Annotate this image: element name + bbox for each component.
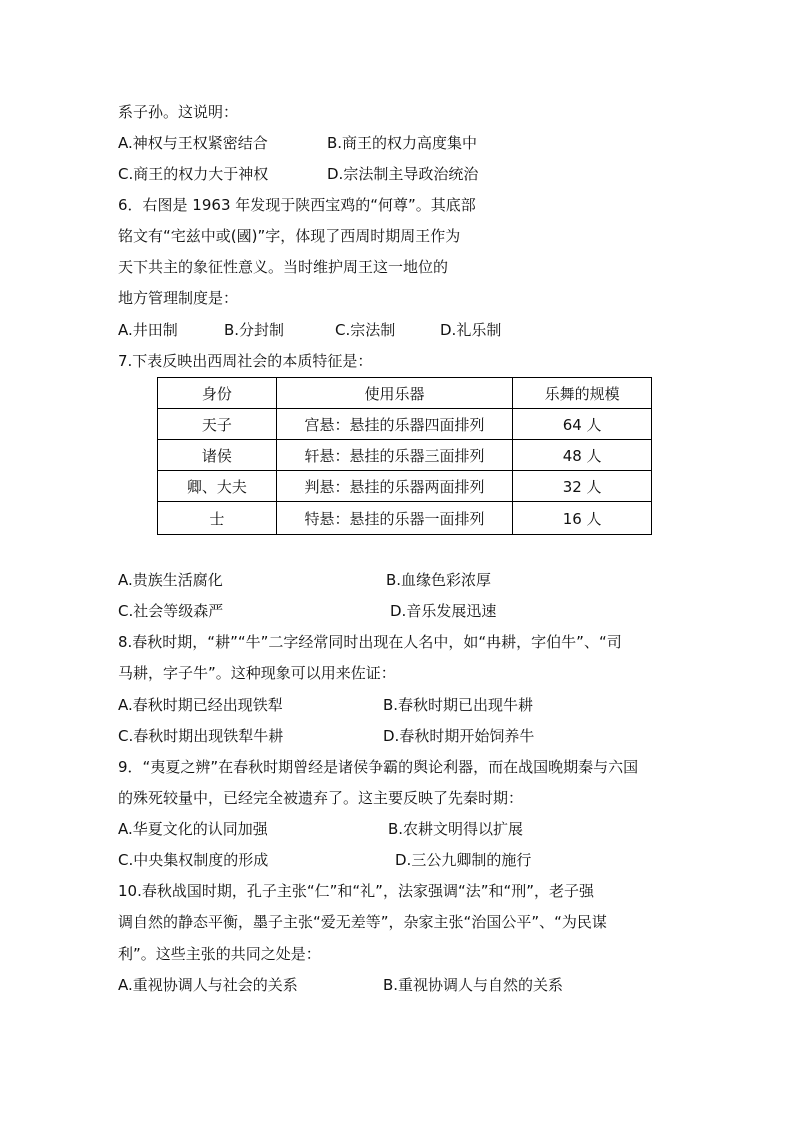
q8-stem-line-2: 马耕，字子牛”。这种现象可以用来佐证： bbox=[118, 664, 396, 682]
ritual-music-table bbox=[157, 377, 652, 535]
table-cell: 16 人 bbox=[513, 502, 652, 535]
q6-stem-line-1: 6．右图是 1963 年发现于陕西宝鸡的“何尊”。其底部 bbox=[118, 196, 476, 214]
q6-option-a: A.井田制 bbox=[118, 321, 178, 339]
q8-option-a: A.春秋时期已经出现铁犁 bbox=[118, 696, 283, 714]
table-cell: 特悬：悬挂的乐器一面排列 bbox=[276, 502, 513, 535]
q10-stem-line-1: 10.春秋战国时期，孔子主张“仁”和“礼”，法家强调“法”和“刑”，老子强 bbox=[118, 882, 595, 900]
q5-stem-tail: 系子孙。这说明： bbox=[118, 103, 239, 121]
q6-stem-line-2: 铭文有“宅兹中或(國)”字，体现了西周时期周王作为 bbox=[118, 227, 461, 245]
q5-option-b: B.商王的权力高度集中 bbox=[327, 134, 478, 152]
q10-stem-line-3: 利”。这些主张的共同之处是： bbox=[118, 945, 321, 963]
table-header-cell: 乐舞的规模 bbox=[513, 378, 652, 409]
table-header-row bbox=[158, 378, 652, 409]
table-cell: 诸侯 bbox=[158, 440, 277, 471]
q7-option-b: B.血缘色彩浓厚 bbox=[386, 571, 492, 589]
q10-stem-line-2: 调自然的静态平衡，墨子主张“爱无差等”，杂家主张“治国公平”、“为民谋 bbox=[118, 913, 607, 931]
table-cell: 轩悬：悬挂的乐器三面排列 bbox=[276, 440, 513, 471]
table-cell: 士 bbox=[158, 502, 277, 535]
table-header-cell: 使用乐器 bbox=[276, 378, 513, 409]
q8-stem-line-1: 8.春秋时期，“耕”“牛”二字经常同时出现在人名中，如“冉耕，字伯牛”、“司 bbox=[118, 633, 622, 651]
q7-option-c: C.社会等级森严 bbox=[118, 602, 224, 620]
q5-option-c: C.商王的权力大于神权 bbox=[118, 165, 269, 183]
q8-option-d: D.春秋时期开始饲养牛 bbox=[383, 727, 535, 745]
q10-option-b: B.重视协调人与自然的关系 bbox=[383, 976, 564, 994]
table-header-cell: 身份 bbox=[158, 378, 277, 409]
table-cell: 64 人 bbox=[513, 409, 652, 440]
q6-option-d: D.礼乐制 bbox=[440, 321, 502, 339]
q6-stem-line-4: 地方管理制度是： bbox=[118, 289, 239, 307]
table-cell: 48 人 bbox=[513, 440, 652, 471]
table-cell: 天子 bbox=[158, 409, 277, 440]
q6-option-c: C.宗法制 bbox=[335, 321, 396, 339]
table-row bbox=[158, 502, 652, 535]
q10-option-a: A.重视协调人与社会的关系 bbox=[118, 976, 298, 994]
table-cell: 判悬：悬挂的乐器两面排列 bbox=[276, 471, 513, 502]
table-row bbox=[158, 440, 652, 471]
q6-option-b: B.分封制 bbox=[224, 321, 285, 339]
table-row bbox=[158, 409, 652, 440]
q9-option-a: A.华夏文化的认同加强 bbox=[118, 820, 268, 838]
q5-option-d: D.宗法制主导政治统治 bbox=[327, 165, 479, 183]
q5-option-a: A.神权与王权紧密结合 bbox=[118, 134, 268, 152]
table-cell: 卿、大夫 bbox=[158, 471, 277, 502]
q9-stem-line-2: 的殊死较量中，已经完全被遗弃了。这主要反映了先秦时期： bbox=[118, 789, 524, 807]
q9-stem-line-1: 9．“夷夏之辨”在春秋时期曾经是诸侯争霸的舆论利器，而在战国晚期秦与六国 bbox=[118, 758, 639, 776]
table-row bbox=[158, 471, 652, 502]
q9-option-b: B.农耕文明得以扩展 bbox=[388, 820, 524, 838]
table-cell: 32 人 bbox=[513, 471, 652, 502]
q8-option-c: C.春秋时期出现铁犁牛耕 bbox=[118, 727, 284, 745]
q7-option-a: A.贵族生活腐化 bbox=[118, 571, 223, 589]
q9-option-d: D.三公九卿制的施行 bbox=[395, 851, 532, 869]
q9-option-c: C.中央集权制度的形成 bbox=[118, 851, 269, 869]
q7-stem: 7.下表反映出西周社会的本质特征是： bbox=[118, 352, 373, 370]
q6-stem-line-3: 天下共主的象征性意义。当时维护周王这一地位的 bbox=[118, 258, 449, 276]
q8-option-b: B.春秋时期已出现牛耕 bbox=[383, 696, 534, 714]
table-cell: 宫悬：悬挂的乐器四面排列 bbox=[276, 409, 513, 440]
q7-option-d: D.音乐发展迅速 bbox=[390, 602, 497, 620]
